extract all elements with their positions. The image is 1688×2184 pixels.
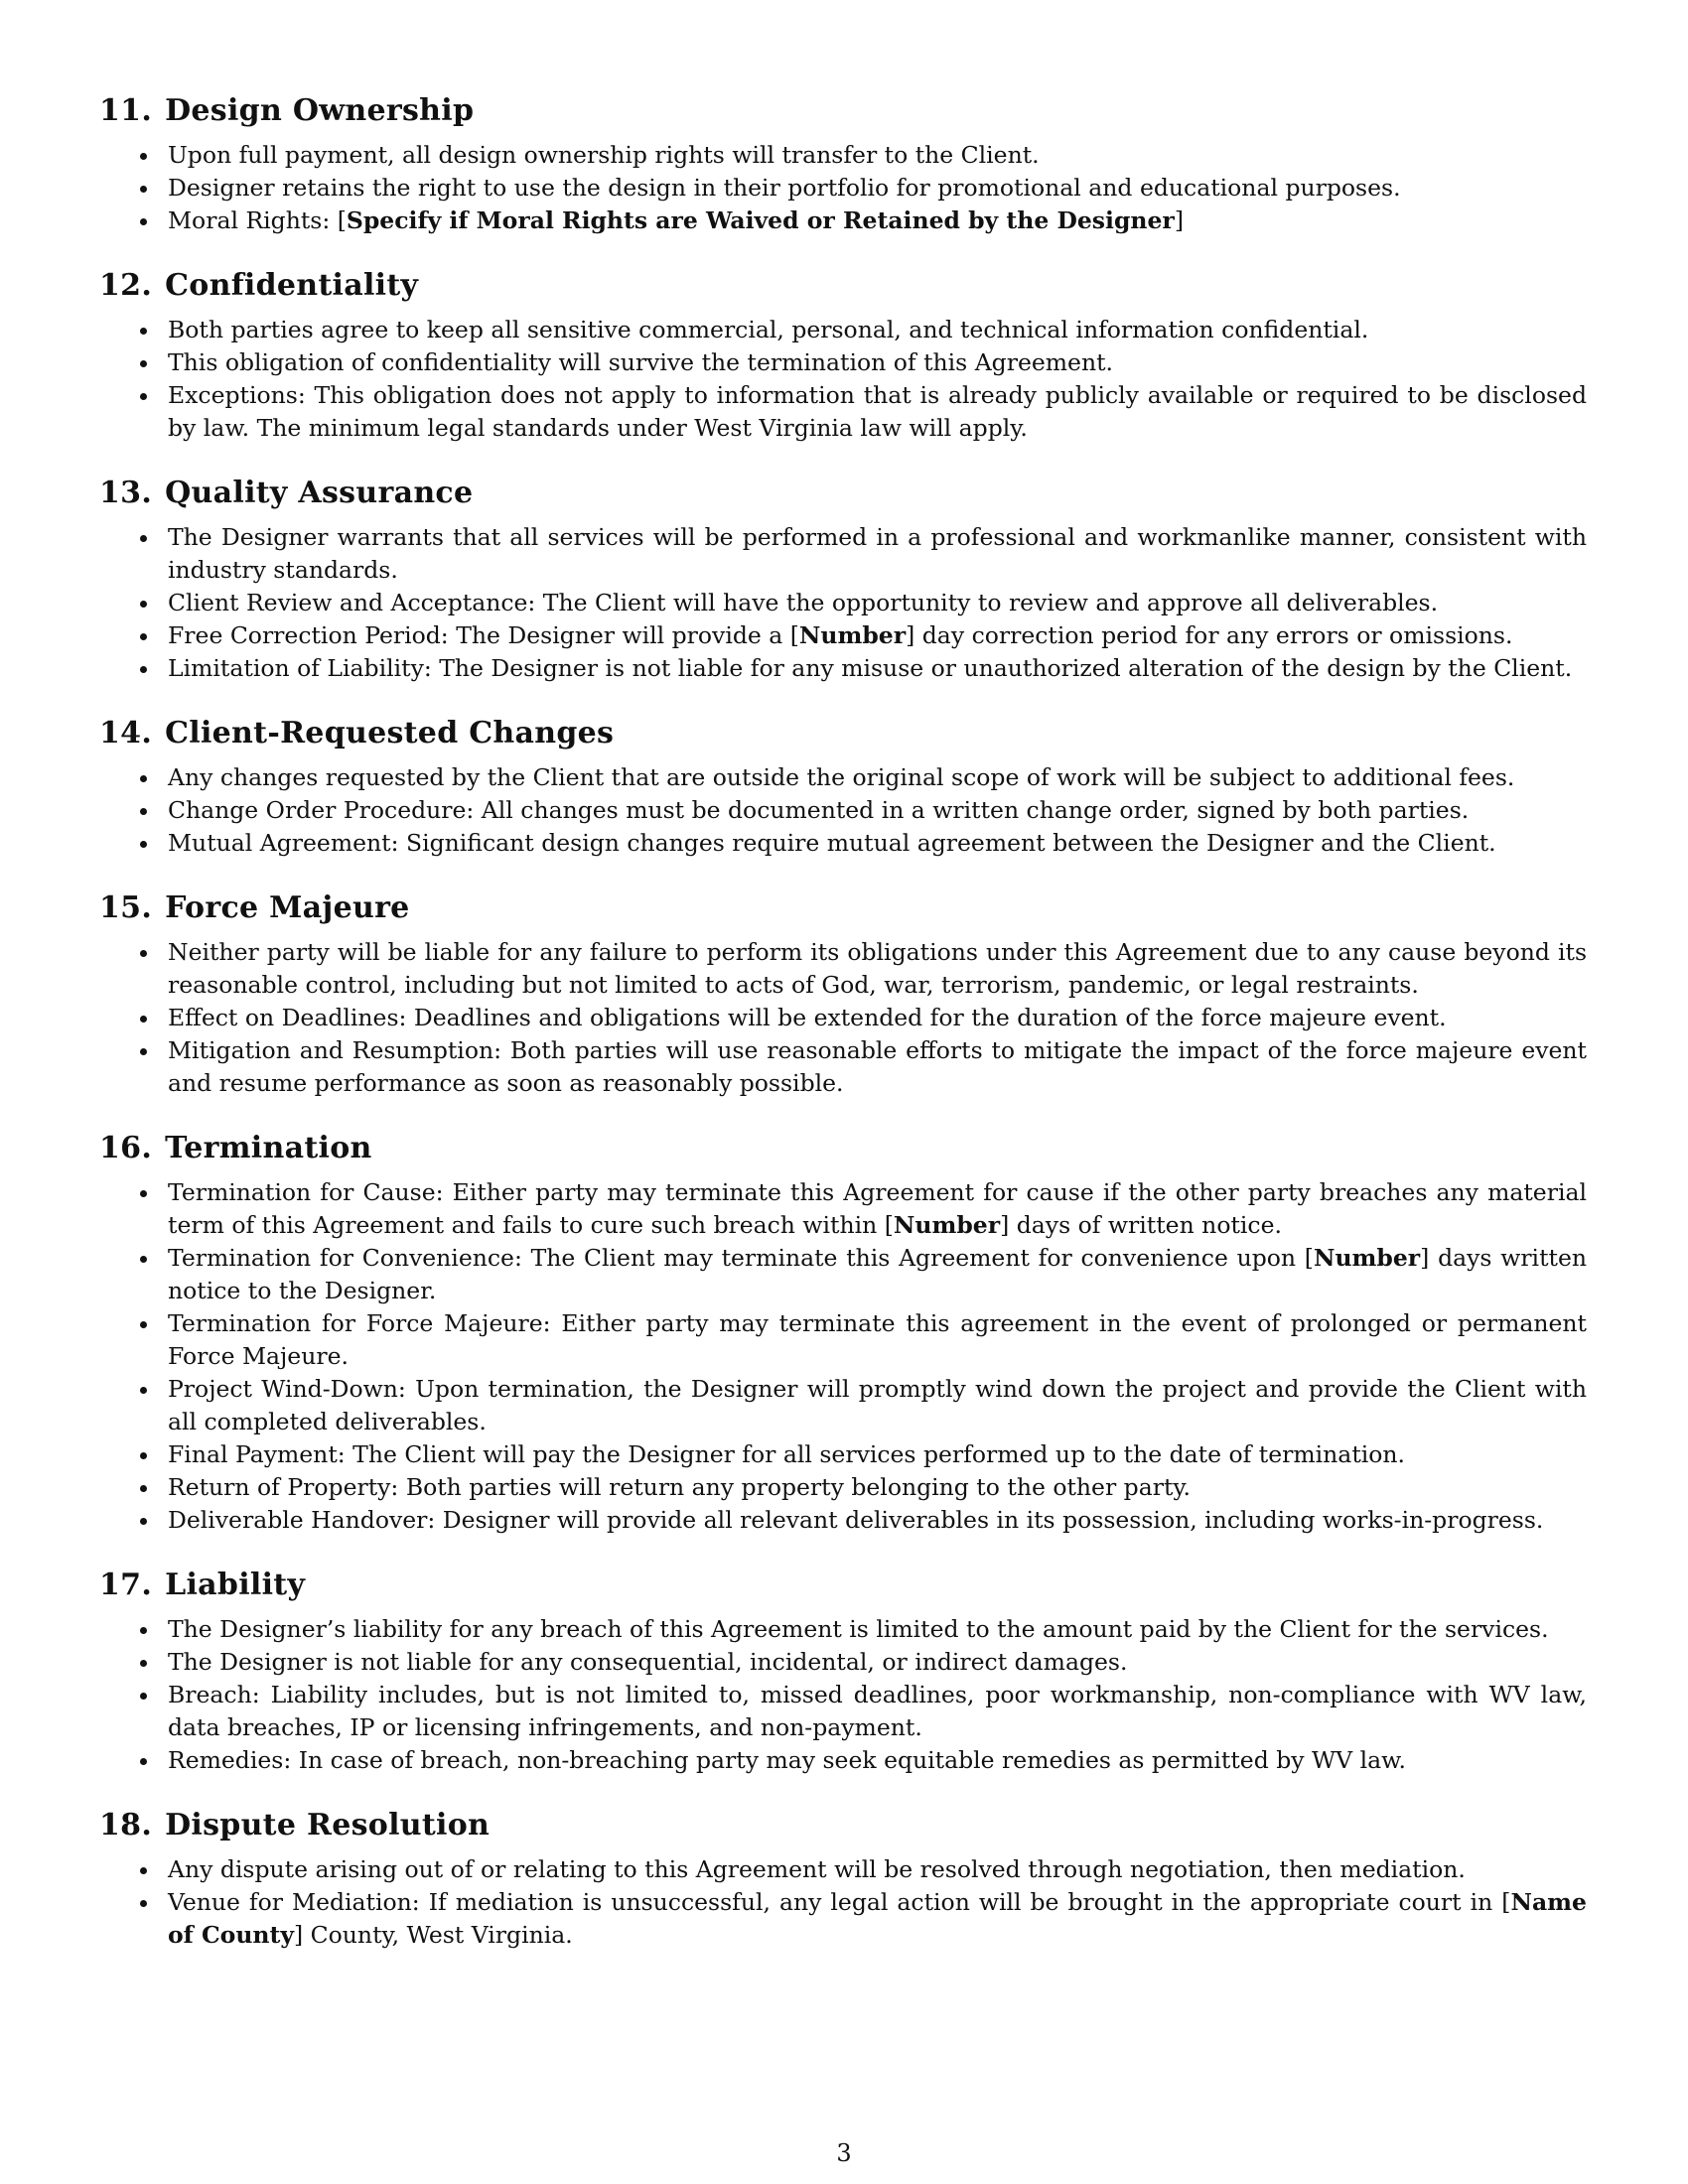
list-item bbox=[99, 1034, 1589, 1100]
item-text: ] days written notice to the Designer. bbox=[168, 1244, 1587, 1304]
item-text: ] bbox=[1174, 206, 1184, 234]
bullet-list bbox=[99, 1853, 1589, 1952]
bullet-icon bbox=[140, 775, 147, 782]
item-text: Any changes requested by the Client that are outside the original scope of work will be subject to additional fees. bbox=[168, 763, 1515, 791]
list-item bbox=[99, 1853, 1589, 1886]
list-item bbox=[99, 587, 1589, 619]
item-text: Deliverable Handover: Designer will provide all relevant deliverables in its possession, including works-in-progress. bbox=[168, 1506, 1544, 1534]
bullet-icon bbox=[140, 1867, 147, 1874]
item-text: Upon full payment, all design ownership rights will transfer to the Client. bbox=[168, 141, 1040, 169]
bullet-icon bbox=[140, 1693, 147, 1700]
section-title: Force Majeure bbox=[165, 890, 410, 925]
bullet-icon bbox=[140, 1190, 147, 1197]
list-item bbox=[99, 1307, 1589, 1373]
item-text: Venue for Mediation: If mediation is unsuccessful, any legal action will be brought in the appropriate court in [ bbox=[168, 1888, 1511, 1916]
list-item bbox=[99, 1471, 1589, 1504]
item-text: Neither party will be liable for any failure to perform its obligations under this Agreement due to any cause beyond its reasonable control, including but not limited to acts of God, war, terrorism, pandemic, or legal restraints. bbox=[168, 938, 1587, 999]
section-number: 11. bbox=[99, 93, 153, 128]
section-number: 12. bbox=[99, 268, 153, 303]
section-number: 15. bbox=[99, 890, 153, 925]
list-item bbox=[99, 794, 1589, 827]
section-title: Dispute Resolution bbox=[165, 1808, 491, 1843]
list-item bbox=[99, 1176, 1589, 1242]
list-item bbox=[99, 1744, 1589, 1777]
section-11 bbox=[99, 91, 1589, 237]
placeholder-text: Number bbox=[893, 1211, 1001, 1239]
item-text: Both parties agree to keep all sensitive commercial, personal, and technical information confidential. bbox=[168, 316, 1369, 343]
bullet-icon bbox=[140, 808, 147, 815]
bullet-icon bbox=[140, 601, 147, 608]
bullet-list bbox=[99, 936, 1589, 1100]
bullet-icon bbox=[140, 218, 147, 225]
bullet-icon bbox=[140, 1518, 147, 1525]
bullet-icon bbox=[140, 950, 147, 957]
bullet-icon bbox=[140, 1387, 147, 1394]
section-title: Design Ownership bbox=[165, 93, 475, 128]
placeholder-text: Number bbox=[1313, 1244, 1421, 1272]
section-16 bbox=[99, 1129, 1589, 1537]
item-text: This obligation of confidentiality will survive the termination of this Agreement. bbox=[168, 348, 1114, 376]
list-item bbox=[99, 1373, 1589, 1438]
placeholder-text: Name of County bbox=[168, 1888, 1587, 1949]
bullet-icon bbox=[140, 841, 147, 848]
bullet-icon bbox=[140, 186, 147, 193]
list-item bbox=[99, 1438, 1589, 1471]
section-heading bbox=[99, 474, 1589, 513]
section-number: 17. bbox=[99, 1568, 153, 1602]
section-title: Confidentiality bbox=[165, 268, 419, 303]
bullet-icon bbox=[140, 1016, 147, 1023]
section-heading bbox=[99, 1806, 1589, 1845]
item-text: Moral Rights: [ bbox=[168, 206, 347, 234]
item-text: Client Review and Acceptance: The Client will have the opportunity to review and approve all deliverables. bbox=[168, 589, 1439, 616]
placeholder-text: Number bbox=[798, 621, 907, 649]
section-17 bbox=[99, 1566, 1589, 1777]
bullet-list bbox=[99, 314, 1589, 445]
bullet-icon bbox=[140, 153, 147, 160]
section-number: 13. bbox=[99, 476, 153, 510]
item-text: Final Payment: The Client will pay the Designer for all services performed up to the date of termination. bbox=[168, 1440, 1406, 1468]
bullet-list bbox=[99, 1176, 1589, 1537]
section-number: 14. bbox=[99, 716, 153, 751]
list-item bbox=[99, 1886, 1589, 1952]
section-heading bbox=[99, 888, 1589, 928]
section-15 bbox=[99, 888, 1589, 1100]
list-item bbox=[99, 379, 1589, 445]
bullet-icon bbox=[140, 1485, 147, 1492]
section-14 bbox=[99, 714, 1589, 860]
page-number: 3 bbox=[836, 2139, 852, 2167]
list-item bbox=[99, 314, 1589, 346]
section-title: Liability bbox=[165, 1568, 306, 1602]
bullet-icon bbox=[140, 1256, 147, 1263]
section-number: 18. bbox=[99, 1808, 153, 1843]
item-text: Remedies: In case of breach, non-breaching party may seek equitable remedies as permitted by WV law. bbox=[168, 1746, 1406, 1774]
list-item bbox=[99, 172, 1589, 205]
item-text: Breach: Liability includes, but is not limited to, missed deadlines, poor workmanship, non-compliance with WV law, data breaches, IP or licensing infringements, and non-payment. bbox=[168, 1681, 1587, 1741]
bullet-icon bbox=[140, 535, 147, 542]
list-item bbox=[99, 346, 1589, 379]
item-text: Termination for Cause: Either party may terminate this Agreement for cause if the other party breaches any material term of this Agreement and fails to cure such breach within [ bbox=[168, 1178, 1587, 1239]
section-heading bbox=[99, 266, 1589, 306]
item-text: Mitigation and Resumption: Both parties will use reasonable efforts to mitigate the impact of the force majeure event and resume performance as soon as reasonably possible. bbox=[168, 1036, 1587, 1097]
list-item bbox=[99, 1613, 1589, 1646]
list-item bbox=[99, 1504, 1589, 1537]
section-number: 16. bbox=[99, 1131, 153, 1165]
item-text: Change Order Procedure: All changes must be documented in a written change order, signed by both parties. bbox=[168, 796, 1470, 824]
section-heading bbox=[99, 1129, 1589, 1168]
bullet-list bbox=[99, 1613, 1589, 1777]
item-text: Termination for Force Majeure: Either party may terminate this agreement in the event of prolonged or permanent Force Majeure. bbox=[168, 1309, 1587, 1370]
list-item bbox=[99, 936, 1589, 1002]
section-18 bbox=[99, 1806, 1589, 1952]
item-text: ] days of written notice. bbox=[1000, 1211, 1282, 1239]
item-text: Free Correction Period: The Designer will provide a [ bbox=[168, 621, 799, 649]
item-text: The Designer is not liable for any consequential, incidental, or indirect damages. bbox=[168, 1648, 1128, 1676]
item-text: Limitation of Liability: The Designer is not liable for any misuse or unauthorized alteration of the design by the Client. bbox=[168, 654, 1573, 682]
bullet-icon bbox=[140, 666, 147, 673]
list-item bbox=[99, 652, 1589, 685]
bullet-list bbox=[99, 521, 1589, 685]
section-title: Quality Assurance bbox=[165, 476, 474, 510]
item-text: Mutual Agreement: Significant design changes require mutual agreement between the Designer and the Client. bbox=[168, 829, 1496, 857]
section-heading bbox=[99, 714, 1589, 753]
item-text: Designer retains the right to use the design in their portfolio for promotional and educational purposes. bbox=[168, 174, 1401, 202]
list-item bbox=[99, 1646, 1589, 1679]
bullet-icon bbox=[140, 1321, 147, 1328]
item-text: Any dispute arising out of or relating to this Agreement will be resolved through negotiation, then mediation. bbox=[168, 1855, 1466, 1883]
bullet-icon bbox=[140, 393, 147, 400]
list-item bbox=[99, 1679, 1589, 1744]
bullet-list bbox=[99, 761, 1589, 860]
list-item bbox=[99, 1002, 1589, 1034]
placeholder-text: Specify if Moral Rights are Waived or Retained by the Designer bbox=[346, 206, 1175, 234]
bullet-icon bbox=[140, 1627, 147, 1634]
bullet-icon bbox=[140, 360, 147, 367]
item-text: The Designer’s liability for any breach of this Agreement is limited to the amount paid by the Client for the services. bbox=[168, 1615, 1549, 1643]
list-item bbox=[99, 521, 1589, 587]
bullet-icon bbox=[140, 1660, 147, 1667]
list-item bbox=[99, 619, 1589, 652]
list-item bbox=[99, 761, 1589, 794]
section-heading bbox=[99, 91, 1589, 131]
section-13 bbox=[99, 474, 1589, 685]
item-text: Effect on Deadlines: Deadlines and obligations will be extended for the duration of the force majeure event. bbox=[168, 1004, 1447, 1031]
section-title: Client-Requested Changes bbox=[165, 716, 615, 751]
item-text: Project Wind-Down: Upon termination, the Designer will promptly wind down the project and provide the Client with all completed deliverables. bbox=[168, 1375, 1587, 1435]
item-text: The Designer warrants that all services will be performed in a professional and workmanlike manner, consistent with industry standards. bbox=[168, 523, 1587, 584]
document-body bbox=[99, 91, 1589, 1980]
bullet-icon bbox=[140, 1048, 147, 1055]
item-text: Return of Property: Both parties will return any property belonging to the other party. bbox=[168, 1473, 1192, 1501]
bullet-icon bbox=[140, 1452, 147, 1459]
item-text: Termination for Convenience: The Client may terminate this Agreement for convenience upon [ bbox=[168, 1244, 1314, 1272]
bullet-icon bbox=[140, 1758, 147, 1765]
bullet-icon bbox=[140, 1900, 147, 1907]
bullet-icon bbox=[140, 328, 147, 335]
item-text: ] day correction period for any errors or omissions. bbox=[906, 621, 1513, 649]
item-text: Exceptions: This obligation does not apply to information that is already publicly available or required to be disclosed by law. The minimum legal standards under West Virginia law will apply. bbox=[168, 381, 1587, 442]
section-12 bbox=[99, 266, 1589, 445]
item-text: ] County, West Virginia. bbox=[294, 1921, 573, 1949]
section-heading bbox=[99, 1566, 1589, 1605]
list-item bbox=[99, 139, 1589, 172]
bullet-icon bbox=[140, 633, 147, 640]
section-title: Termination bbox=[165, 1131, 372, 1165]
bullet-list bbox=[99, 139, 1589, 237]
list-item bbox=[99, 205, 1589, 237]
list-item bbox=[99, 1242, 1589, 1307]
list-item bbox=[99, 827, 1589, 860]
